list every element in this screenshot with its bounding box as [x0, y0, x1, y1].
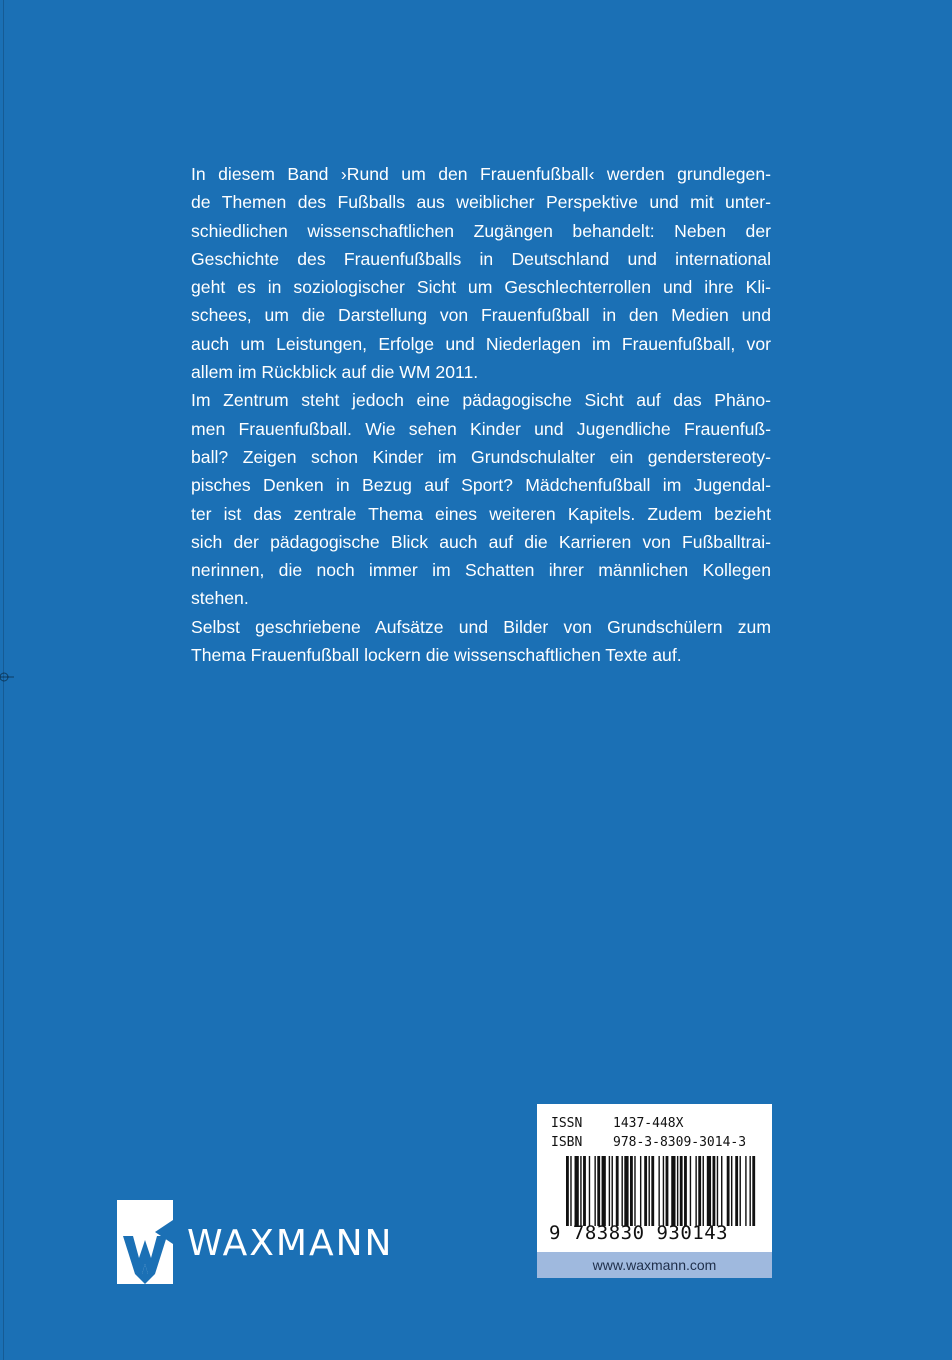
blurb-line: geht es in soziologischer Sicht um Geschlechterrollen und ihre Kli- [191, 277, 771, 298]
barcode-bar [735, 1156, 738, 1226]
barcode-bar [663, 1156, 664, 1226]
barcode-bar [630, 1156, 633, 1226]
standard-numbers [551, 1114, 746, 1152]
blurb-line: Geschichte des Frauenfußballs in Deutschland und international [191, 248, 771, 269]
blurb-line: stehen. [191, 588, 249, 609]
blurb-line: schiedlichen wissenschaftlichen Zugängen behandelt: Neben der [191, 220, 771, 241]
barcode-bar [602, 1156, 606, 1226]
blurb-line: Thema Frauenfußball lockern die wissenschaftlichen Texte auf. [191, 645, 682, 666]
barcode-number: 9 783830 930143 [549, 1222, 729, 1244]
barcode-bar [749, 1156, 750, 1226]
barcode-bar [731, 1156, 732, 1226]
publisher-logo [117, 1200, 417, 1284]
barcode-bar [583, 1156, 586, 1226]
barcode-bar [570, 1156, 571, 1226]
barcode-bar [684, 1156, 687, 1226]
blurb-line: auch um Leistungen, Erfolge und Niederlagen im Frauenfußball, vor [191, 333, 771, 354]
barcode-bar [752, 1156, 755, 1226]
barcode-bar [580, 1156, 581, 1226]
barcode-bar [671, 1156, 675, 1226]
barcode-bar [644, 1156, 647, 1226]
barcode-bar [666, 1156, 669, 1226]
blurb-line: sich der pädagogische Blick auch auf die Karrieren von Fußballtrai- [191, 531, 771, 552]
barcode-bar [566, 1156, 569, 1226]
barcode-bar [621, 1156, 622, 1226]
isbn-row [551, 1133, 746, 1152]
barcode-bar [658, 1156, 659, 1226]
barcode-bar [727, 1156, 730, 1226]
issn-label: ISSN [551, 1116, 583, 1131]
blurb-line: men Frauenfußball. Wie sehen Kinder und Jugendliche Frauenfuß- [191, 418, 771, 439]
barcode-bar [680, 1156, 683, 1226]
blurb-line: nerinnen, die noch immer im Schatten ihrer männlichen Kollegen [191, 560, 771, 581]
barcode-bar [575, 1156, 579, 1226]
barcode-bar [695, 1156, 696, 1226]
crop-mark-icon [0, 670, 14, 684]
issn-row [551, 1114, 746, 1133]
barcode-bar [745, 1156, 746, 1226]
barcode-bar [594, 1156, 595, 1226]
barcode-bar [690, 1156, 691, 1226]
issn-value: 1437-448X [613, 1116, 684, 1131]
barcode-bar [651, 1156, 654, 1226]
barcode-bar [616, 1156, 619, 1226]
barcode-bar [648, 1156, 649, 1226]
barcode-bar [712, 1156, 715, 1226]
blurb-line: ter ist das zentrale Thema eines weiteren Kapitels. Zudem bezieht [191, 503, 771, 524]
barcode-icon [566, 1156, 758, 1226]
blurb-line: Im Zentrum steht jedoch eine pädagogische Sicht auf das Phäno- [191, 390, 771, 411]
barcode-bar [609, 1156, 610, 1226]
barcode-bar [640, 1156, 641, 1226]
isbn-value: 978-3-8309-3014-3 [613, 1135, 747, 1150]
barcode-bar [740, 1156, 741, 1226]
isbn-label: ISBN [551, 1135, 583, 1150]
blurb-line: In diesem Band ›Rund um den Frauenfußball‹ werden grundlegen- [191, 164, 771, 184]
blurb-line: allem im Rückblick auf die WM 2011. [191, 362, 479, 383]
back-cover-blurb [191, 160, 771, 669]
barcode-bar [721, 1156, 722, 1226]
barcode-bar [612, 1156, 613, 1226]
blurb-line: ball? Zeigen schon Kinder im Grundschulalter ein genderstereoty- [191, 446, 771, 467]
barcode-bar [677, 1156, 678, 1226]
barcode-bar [698, 1156, 701, 1226]
barcode-bar [703, 1156, 704, 1226]
barcode-bar [707, 1156, 711, 1226]
blurb-line: schees, um die Darstellung von Frauenfußball in den Medien und [191, 305, 771, 326]
barcode-bar [717, 1156, 718, 1226]
waxmann-w-logo-icon [117, 1200, 173, 1284]
publisher-url: www.waxmann.com [537, 1252, 772, 1278]
blurb-line: de Themen des Fußballs aus weiblicher Perspektive und mit unter- [191, 192, 771, 213]
blurb-line: pisches Denken in Bezug auf Sport? Mädchenfußball im Jugendal- [191, 475, 771, 496]
barcode-bar [597, 1156, 600, 1226]
barcode-bar [589, 1156, 590, 1226]
barcode-bar [624, 1156, 628, 1226]
blurb-line: Selbst geschriebene Aufsätze und Bilder von Grundschülern zum [191, 616, 771, 637]
isbn-barcode-box [537, 1104, 772, 1278]
barcode-bar [634, 1156, 635, 1226]
publisher-name: WAXMANN [187, 1223, 394, 1264]
